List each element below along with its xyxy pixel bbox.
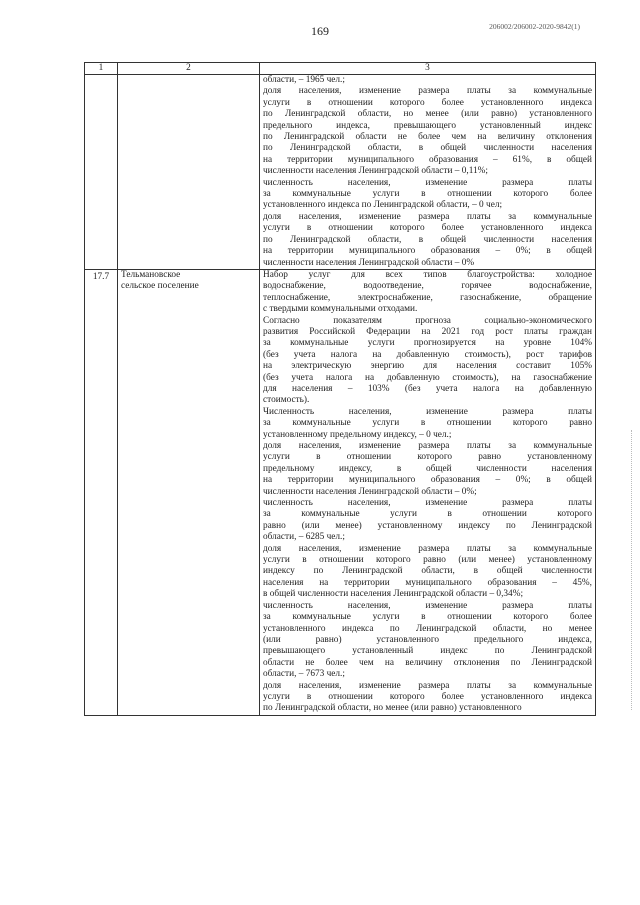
page-number: 169 [311, 24, 329, 38]
text-line: для населения – 103% (без учета налога на добавленную [263, 383, 592, 394]
text-line: индексу по Ленинградской области, в общей численности [263, 566, 592, 577]
text-line: услуги в отношении которого более установленного индекса [263, 97, 592, 108]
municipality-cell [118, 75, 260, 270]
text-line: за коммунальные услуги в отношении которого равно [263, 418, 592, 429]
text-line: развития Российской Федерации на 2021 год рост платы граждан [263, 326, 592, 337]
text-line: за коммунальные услуги в отношении которого более [263, 189, 592, 200]
text-line: области не более чем на величину отклонения по Ленинградской [263, 657, 592, 668]
text-line: за коммунальные услуги в отношении которого [263, 509, 592, 520]
text-line: Согласно показателям прогноза социально-экономического [263, 315, 592, 326]
text-line: Численность населения, изменение размера платы [263, 406, 592, 417]
text-line: за коммунальные услуги прогнозируется на уровне 104% [263, 338, 592, 349]
text-line: установленного индекса по Ленинградской области, – 0 чел; [263, 200, 503, 211]
description-cell [260, 269, 596, 715]
text-line: услуги в отношении которого более установленного индекса [263, 223, 592, 234]
text-line: за коммунальные услуги в отношении которого более [263, 612, 592, 623]
text-line: предельного индекса, превышающего установленный индекс [263, 120, 592, 131]
text-line: по Ленинградской области, в общей численности населения [263, 143, 592, 154]
scan-edge-mark [631, 430, 636, 710]
text-line: доля населения, изменение размера платы за коммунальные [263, 543, 592, 554]
text-line: области, – 1965 чел.; [263, 75, 345, 85]
text-line: доля населения, изменение размера платы за коммунальные [263, 441, 592, 451]
text-line: области, – 7673 чел.; [263, 669, 345, 680]
column-header-1: 1 [85, 63, 118, 75]
row-number-cell [85, 269, 118, 715]
text-line: численность населения, изменение размера платы [263, 600, 592, 611]
document-table [84, 62, 596, 716]
text-line: услуги в отношении которого равно (или менее) установленному [263, 555, 592, 566]
text-line: численности населения Ленинградской области – 0%; [263, 486, 477, 497]
table-row [85, 269, 596, 715]
text-line: предельному индексу, в общей численности населения [263, 463, 592, 474]
text-line: (без учета налога на добавленную стоимость), рост тарифов [263, 349, 592, 360]
text-line: равно (или менее) установленному индексу по Ленинградской [263, 520, 592, 531]
text-line: (без учета налога на добавленную стоимость), на газоснабжение [263, 372, 592, 383]
row-number-cell [85, 75, 118, 270]
municipality-name-line: сельское поселение [121, 281, 199, 292]
text-line: на территории муниципального образования – 0%; в общей [263, 246, 592, 257]
text-line: численность населения, изменение размера платы [263, 498, 592, 509]
text-line: численности населения Ленинградской области – 0,11%; [263, 166, 489, 177]
text-line: Набор услуг для всех типов благоустройства: холодное [263, 269, 592, 280]
text-line: доля населения, изменение размера платы за коммунальные [263, 680, 592, 691]
row-number: 17.7 [92, 271, 110, 282]
text-line: области, – 6285 чел.; [263, 532, 345, 543]
table-row [85, 75, 596, 270]
municipality-name-line: Тельмановское [121, 269, 181, 280]
text-line: доля населения, изменение размера платы за коммунальные [263, 211, 592, 222]
text-line: численность населения, изменение размера платы [263, 177, 592, 188]
description-cell [260, 75, 596, 270]
text-line: на территории муниципального образования – 0%; в общей [263, 475, 592, 486]
text-line: по Ленинградской области не более чем на величину отклонения [263, 132, 592, 143]
text-line: установленного индекса по Ленинградской области, но менее [263, 623, 592, 634]
text-line: превышающего установленный индекс по Ленинградской [263, 646, 592, 657]
text-line: водоснабжение, водоотведение, горячее водоснабжение, [263, 281, 592, 292]
text-line: в общей численности населения Ленинградской области – 0,34%; [263, 589, 524, 600]
text-line: по Ленинградской области, но менее (или равно) установленного [263, 703, 522, 714]
municipality-cell [118, 269, 260, 715]
text-line: теплоснабжение, электроснабжение, газоснабжение, обращение [263, 292, 592, 303]
text-line: доля населения, изменение размера платы за коммунальные [263, 86, 592, 97]
document-code: 206002/206002-2020-9842(1) [489, 22, 580, 31]
table-header-row [85, 63, 596, 75]
text-line: на территории муниципального образования – 61%, в общей [263, 154, 592, 165]
text-line: с твердыми коммунальными отходами. [263, 304, 418, 315]
text-line: стоимость). [263, 395, 310, 406]
text-line: услуги в отношении которого равно установленному [263, 452, 592, 463]
text-line: установленному предельному индексу, – 0 чел.; [263, 429, 452, 440]
text-line: численности населения Ленинградской области – 0% [263, 257, 475, 268]
column-header-3: 3 [260, 63, 596, 75]
text-line: по Ленинградской области, но менее (или равно) установленного [263, 109, 592, 120]
text-line: по Ленинградской области, в общей численности населения [263, 234, 592, 245]
column-header-2: 2 [118, 63, 260, 75]
text-line: населения на территории муниципального образования – 45%, [263, 577, 592, 588]
text-line: (или равно) установленного предельного индекса, [263, 634, 592, 645]
text-line: на электрическую энергию для населения составит 105% [263, 361, 592, 372]
text-line: услуги в отношении которого более установленного индекса [263, 691, 592, 702]
